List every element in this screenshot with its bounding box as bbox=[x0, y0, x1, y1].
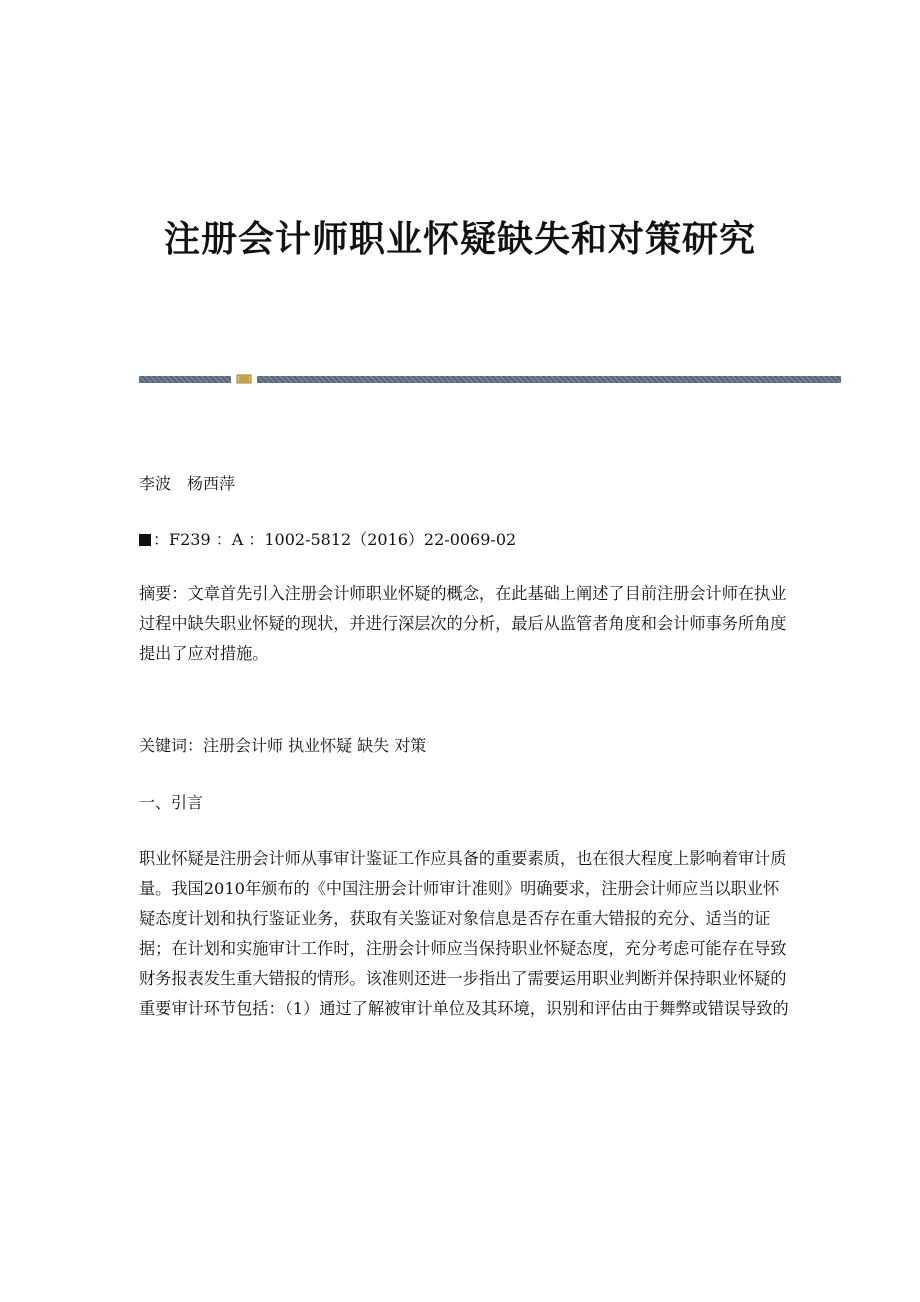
keywords: 关键词：注册会计师 执业怀疑 缺失 对策 bbox=[139, 736, 427, 755]
title-divider bbox=[139, 374, 841, 384]
divider-left-bar bbox=[139, 376, 231, 383]
section-heading: 一、引言 bbox=[139, 793, 204, 812]
divider-ornament-icon bbox=[236, 374, 252, 384]
document-title: 注册会计师职业怀疑缺失和对策研究 bbox=[163, 219, 756, 260]
classification-line bbox=[139, 527, 516, 553]
abstract: 摘要：文章首先引入注册会计师职业怀疑的概念，在此基础上阐述了目前注册会计师在执业过程中缺失职业怀疑的现状，并进行深层次的分析，最后从监管者角度和会计师事务所角度提出了应对措施。 bbox=[139, 584, 787, 664]
classification-text: ：F239 ：A ：1002-5812（2016）22-0069-02 bbox=[153, 530, 517, 549]
divider-right-bar bbox=[257, 376, 841, 383]
body-paragraph: 职业怀疑是注册会计师从事审计鉴证工作应具备的重要素质，也在很大程度上影响着审计质量。我国2010年颁布的《中国注册会计师审计准则》明确要求，注册会计师应当以职业怀疑态度计划和执行鉴证业务，获取有关鉴证对象信息是否存在重大错报的充分、适当的证据；在计划和实施审计工作时，注册会计师应当保持职业怀疑态度，充分考虑可能存在导致财务报表发生重大错报的情形。该准则还进一步指出了需要运用职业判断并保持职业怀疑的重要审计环节包括：（1）通过了解被审计单位及其环境，识别和评估由于舞弊或错误导致的 bbox=[139, 849, 789, 1019]
square-bullet-icon bbox=[139, 534, 151, 546]
authors: 李波 杨西萍 bbox=[139, 474, 236, 493]
